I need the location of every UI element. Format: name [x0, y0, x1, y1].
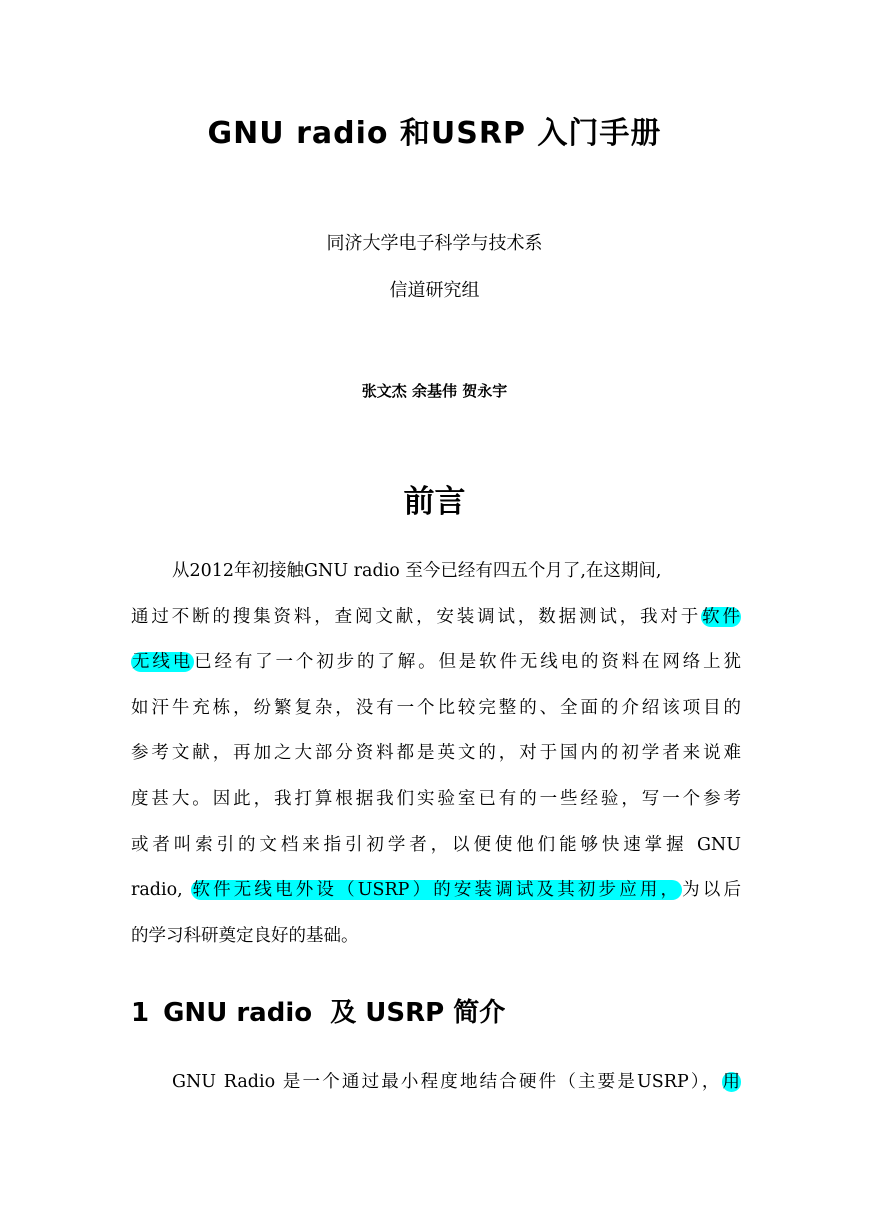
document-title: GNU radio 和USRP 入门手册: [207, 116, 662, 151]
highlighted-text: 软件无线电外设（USRP）的安装调试及其初步应用，: [192, 880, 682, 901]
paragraph-text: GNU Radio 是一个通过最小程度地结合硬件（主要是USRP），: [172, 1072, 722, 1092]
paragraph-line: 如汗牛充栋，纷繁复杂，没有一个比较完整的、全面的介绍该项目的: [131, 697, 741, 718]
paragraph-line: 参考文献，再加之大部分资料都是英文的，对于国内的初学者来说难: [131, 743, 741, 764]
highlighted-text: 软件: [702, 606, 741, 627]
affiliation: 同济大学电子科学与技术系: [326, 233, 543, 254]
paragraph-line: 从2012年初接触GNU radio 至今已经有四五个月了,在这期间,: [172, 561, 662, 581]
preface-paragraph: [131, 549, 741, 959]
preface-heading: 前言: [403, 484, 466, 520]
authors: 张文杰 余基伟 贺永宇: [361, 382, 508, 400]
paragraph-line: 或者叫索引的文档来指引初学者，以便使他们能够快速掌握 GNU: [131, 834, 741, 855]
paragraph-text: 通过不断的搜集资料，查阅文献，安装调试，数据测试，我对于: [131, 606, 702, 627]
highlighted-text: 用: [722, 1072, 740, 1092]
paragraph-line: 的学习科研奠定良好的基础。: [131, 925, 359, 946]
paragraph-line: [131, 640, 741, 686]
paragraph-text: 已经有了一个初步的了解。但是软件无线电的资料在网络上犹: [194, 652, 742, 673]
paragraph-line: [131, 595, 741, 641]
section-heading: [131, 992, 505, 1029]
paragraph-line: 度甚大。因此，我打算根据我们实验室已有的一些经验，写一个参考: [131, 788, 741, 809]
paragraph-line: [131, 1060, 741, 1106]
highlighted-text: 无线电: [132, 652, 194, 673]
section-number: 1: [131, 998, 150, 1028]
research-group: 信道研究组: [389, 280, 480, 301]
paragraph-line: [131, 868, 741, 914]
section-paragraph: [131, 1060, 741, 1106]
section-title: GNU radio 及 USRP 简介: [163, 998, 506, 1028]
paragraph-text: radio,: [131, 880, 183, 901]
paragraph-text: 为以后: [682, 880, 741, 901]
